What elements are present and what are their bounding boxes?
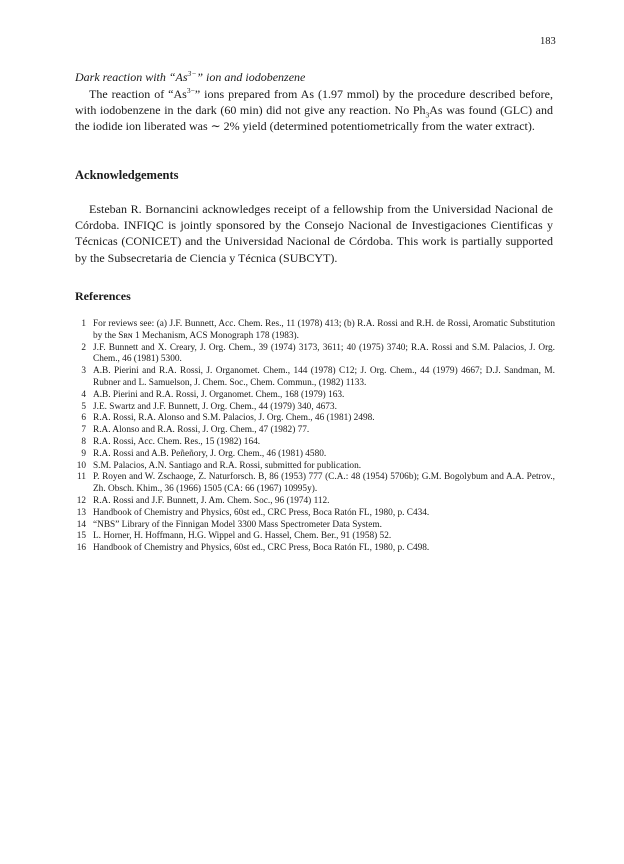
reference-number: 12 [76, 495, 86, 506]
reference-text: R.A. Rossi, R.A. Alonso and S.M. Palacios, J. Org. Chem., 46 (1981) 2498. [93, 413, 375, 424]
section-text-mid: ” ions prepared from As (1.97 mmol) by the procedure described before, with iodobenzene in the dark (60 min) did not give any reaction. No Ph [75, 87, 553, 118]
reference-item [75, 343, 555, 367]
reference-text: A.B. Pierini and R.A. Rossi, J. Organomet. Chem., 168 (1979) 163. [93, 389, 345, 400]
reference-text: “NBS” Library of the Finnigan Model 3300 Mass Spectrometer Data System. [93, 519, 382, 530]
reference-item [75, 413, 555, 425]
reference-text: R.A. Rossi and A.B. Peñeñory, J. Org. Chem., 46 (1981) 4580. [93, 448, 327, 459]
reference-number: 11 [77, 472, 86, 483]
reference-number: 14 [76, 519, 86, 530]
acknowledgements-paragraph: Esteban R. Bornancini acknowledges receipt of a fellowship from the Universidad Nacional de Córdoba. INFIQC is jointly sponsored by the Consejo Nacional de Investigaciones Cientificas y Técnicas (CONICET) and the Universidad Nacional de Córdoba. This work is partially supported by the Subsecretaria de Ciencia y Técnica (SUBCYT). [75, 202, 553, 265]
reference-number: 15 [76, 531, 86, 542]
reference-number: 4 [81, 389, 86, 400]
reference-item [75, 402, 555, 414]
reference-number: 3 [81, 366, 86, 377]
reference-item [75, 520, 555, 532]
reference-text: R.A. Alonso and R.A. Rossi, J. Org. Chem., 47 (1982) 77. [93, 425, 310, 436]
reference-number: 7 [81, 425, 86, 436]
reference-number: 9 [81, 448, 86, 459]
reference-text: Handbook of Chemistry and Physics, 60st ed., CRC Press, Boca Ratón FL, 1980, p. C434. [93, 507, 430, 518]
reference-item [75, 437, 555, 449]
reference-text: Handbook of Chemistry and Physics, 60st ed., CRC Press, Boca Ratón FL, 1980, p. C498. [93, 543, 430, 554]
reference-number: 8 [81, 436, 86, 447]
section-title [75, 70, 305, 85]
reference-item [75, 472, 555, 496]
acknowledgements-heading: Acknowledgements [75, 168, 179, 182]
reference-item [75, 461, 555, 473]
reference-item [75, 449, 555, 461]
reference-item [75, 319, 555, 343]
reference-text: A.B. Pierini and R.A. Rossi, J. Organomet. Chem., 144 (1978) C12; J. Org. Chem., 44 (1979) 4667; D.J. Sandman, M. Rubner and L. Samuelson, J. Chem. Soc., Chem. Commun., (1982) 1133. [93, 366, 555, 388]
reference-item [75, 425, 555, 437]
reference-item [75, 390, 555, 402]
reference-number: 10 [76, 460, 86, 471]
section-text-superscript: 3− [186, 86, 195, 95]
section-text-subscript: 3 [425, 110, 430, 120]
reference-text: R.A. Rossi, Acc. Chem. Res., 15 (1982) 164. [93, 436, 261, 447]
section-text-prefix: The reaction of “As [89, 87, 187, 101]
reference-item [75, 508, 555, 520]
section-text-suffix: As was found (GLC) and the iodide ion liberated was ∼ 2% yield (determined potentiometrically from the water extract). [75, 103, 553, 134]
reference-number: 2 [81, 342, 86, 353]
section-title-prefix: Dark reaction with “As [75, 70, 188, 84]
reference-text: S.M. Palacios, A.N. Santiago and R.A. Rossi, submitted for publication. [93, 460, 362, 471]
reference-item [75, 496, 555, 508]
reference-text: P. Royen and W. Zschaoge, Z. Naturforsch. B, 86 (1953) 777 (C.A.: 48 (1954) 5706b); G.M. Bogolybum and A.A. Petrov., Zh. Obsch. Khim., 36 (1966) 1505 (CA: 66 (1967) 10995y). [93, 472, 555, 495]
section-paragraph [75, 86, 553, 135]
reference-number: 1 [81, 319, 86, 329]
reference-item [75, 531, 555, 543]
reference-text: J.F. Bunnett and X. Creary, J. Org. Chem., 39 (1974) 3173, 3611; 40 (1975) 3740; R.A. Rossi and S.M. Palacios, J. Org. Chem., 46 (1981) 5300. [93, 342, 555, 365]
reference-text: L. Horner, H. Hoffmann, H.G. Wippel and G. Hassel, Chem. Ber., 91 (1958) 52. [93, 531, 392, 542]
reference-number: 13 [76, 507, 86, 518]
page-number: 183 [540, 36, 556, 47]
section-title-suffix: ” ion and iodobenzene [196, 70, 306, 84]
references-list [75, 319, 555, 555]
reference-number: 5 [81, 401, 86, 412]
reference-text: J.E. Swartz and J.F. Bunnett, J. Org. Chem., 44 (1979) 340, 4673. [93, 401, 337, 412]
reference-item [75, 543, 555, 555]
reference-text: R.A. Rossi and J.F. Bunnett, J. Am. Chem. Soc., 96 (1974) 112. [93, 495, 330, 506]
section-title-superscript: 3− [187, 69, 197, 78]
reference-item [75, 366, 555, 390]
reference-number: 16 [76, 543, 86, 554]
reference-text: For reviews see: (a) J.F. Bunnett, Acc. Chem. Res., 11 (1978) 413; (b) R.A. Rossi and R.H. de Rossi, Aromatic Substitution by the Sʀɴ 1 Mechanism, ACS Monograph 178 (1983). [93, 319, 555, 341]
reference-number: 6 [81, 413, 86, 424]
references-heading: References [75, 289, 131, 303]
